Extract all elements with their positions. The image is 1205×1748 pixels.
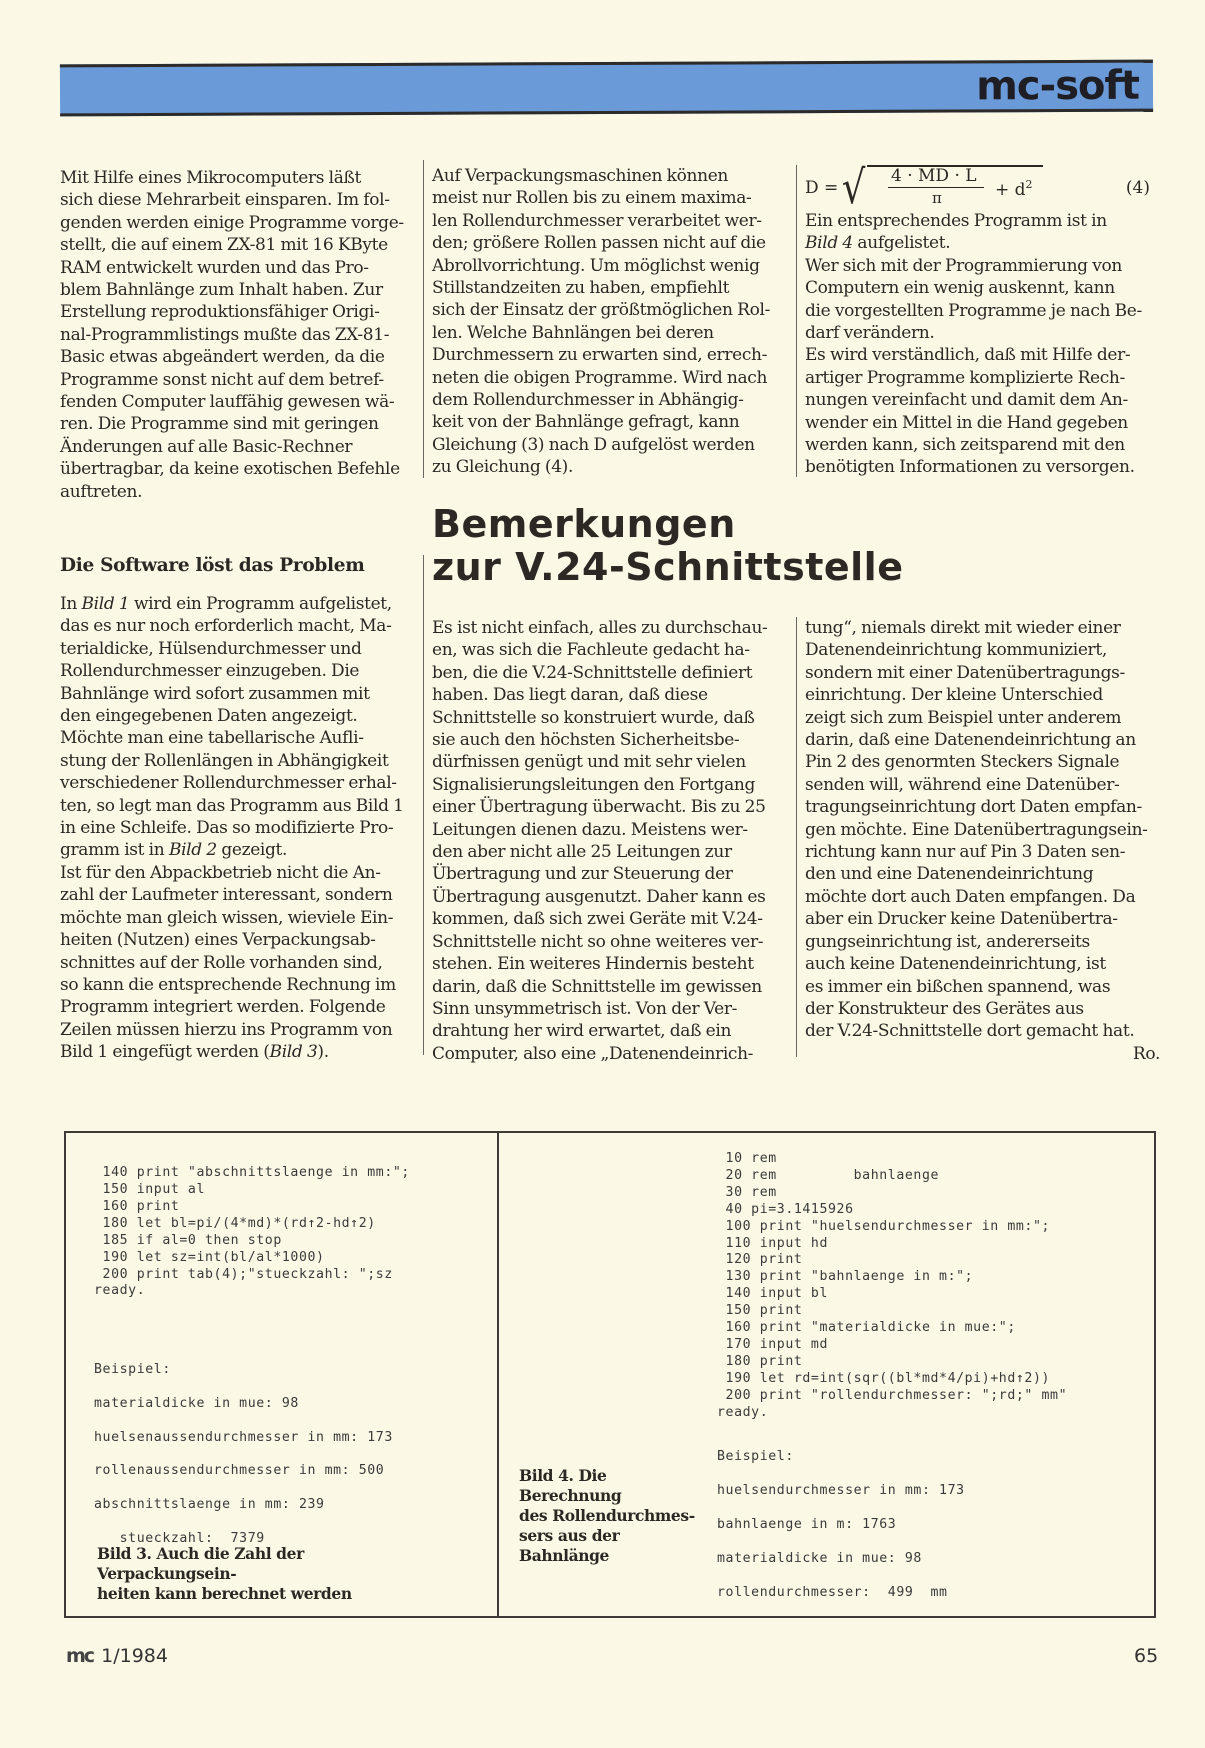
text-line: kommen, daß sich zwei Geräte mit V.24- (432, 909, 763, 930)
text-line: Datenendeinrichtung kommuniziert, (805, 640, 1107, 661)
text-line: Bild 4 aufgelistet. (805, 233, 951, 254)
text-line: übertragbar, da keine exotischen Befehle (60, 459, 400, 480)
code-line: 200 print "rollendurchmesser: ";rd;" mm" (717, 1387, 1068, 1403)
text-line: darin, daß eine Datenendeinrichtung an (805, 730, 1136, 751)
text-line: ten, so legt man das Programm aus Bild 1 (60, 795, 404, 816)
text-line: blem Bahnlänge zum Inhalt haben. Zur (60, 280, 383, 301)
intro-column-2 (432, 165, 787, 479)
code-line: materialdicke in mue: 98 (717, 1551, 922, 1566)
fraction-bar (888, 187, 984, 188)
text-line: Auf Verpackungsmaschinen können (432, 166, 729, 186)
text-line: terialdicke, Hülsendurchmesser und (60, 638, 362, 659)
text-line: Übertragung ausgenutzt. Daher kann es (432, 886, 766, 907)
article-title (432, 503, 903, 589)
text-line: Leitungen dienen dazu. Meistens wer- (432, 819, 748, 840)
text-line: dürfnissen genügt und mit sehr vielen (432, 752, 746, 773)
text-line: Es ist nicht einfach, alles zu durchschau- (432, 618, 768, 638)
text-line: dem Rollendurchmesser in Abhängig- (432, 390, 744, 411)
column-rule (423, 555, 424, 1055)
text-line: sich diese Mehrarbeit einsparen. Im fol- (60, 190, 390, 211)
text-line: es immer ein bißchen spannend, was (805, 976, 1111, 997)
text-line: stung der Rollenlängen in Abhängigkeit (60, 750, 389, 771)
equation-denominator: π (932, 189, 942, 207)
bild3-code-listing (94, 1164, 410, 1283)
text-line: Gleichung (3) nach D aufgelöst werden (432, 434, 755, 455)
text-line: Rollendurchmesser einzugeben. Die (60, 661, 360, 682)
text-line: Bahnlänge wird sofort zusammen mit (60, 683, 370, 704)
intro-column-1 (60, 167, 420, 503)
text-line: fenden Computer lauffähig gewesen wä- (60, 392, 395, 413)
section-subheading: Die Software löst das Problem (60, 555, 365, 576)
text-line: der V.24-Schnittstelle dort gemacht hat. (805, 1021, 1135, 1042)
text-line: Schnittstelle nicht so ohne weiteres ver- (432, 931, 764, 952)
text-line: Programm integriert werden. Folgende (60, 997, 386, 1018)
code-line: ready. (717, 1404, 769, 1420)
text-line: das es nur noch erforderlich macht, Ma- (60, 616, 392, 637)
text-line: Abrollvorrichtung. Um möglichst wenig (432, 255, 760, 276)
article-title-line-1: Bemerkungen (432, 502, 736, 546)
text-line: darin, daß die Schnittstelle im gewissen (432, 976, 762, 997)
text-line: Pin 2 des genormten Steckers Signale (805, 752, 1120, 773)
code-line: huelsenaussendurchmesser in mm: 173 (94, 1429, 393, 1445)
bild3-caption: Bild 3. Auch die Zahl der Verpackungsein- heiten kann berechnet werden (97, 1544, 352, 1603)
column-rule (796, 617, 797, 1057)
text-line: tragungseinrichtung dort Daten empfan- (805, 797, 1142, 818)
text-line: Wer sich mit der Programmierung von (805, 255, 1123, 276)
text-line: so kann die entsprechende Rechnung im (60, 974, 396, 995)
text-line: Mit Hilfe eines Mikrocomputers läßt (60, 168, 362, 188)
code-line: rollendurchmesser: 499 mm (717, 1585, 948, 1600)
text-line: Ein entsprechendes Programm ist in (805, 211, 1107, 231)
text-line: sich der Einsatz der größtmöglichen Rol- (432, 300, 770, 321)
text-line: Sinn unsymmetrisch ist. Von der Ver- (432, 998, 738, 1019)
text-line: in eine Schleife. Das so modifizierte Pro- (60, 818, 394, 839)
mc-logo: mc (66, 1645, 94, 1667)
text-line: einrichtung. Der kleine Unterschied (805, 685, 1103, 706)
text-line: sie auch den höchsten Sicherheitsbe- (432, 730, 740, 751)
bild4-caption: Bild 4. Die Berechnung des Rollendurchmes- sers aus der Bahnlänge (519, 1466, 695, 1565)
code-line: 190 let rd=int(sqr((bl*md*4/pi)+hd↑2)) (717, 1370, 1051, 1386)
text-line: nal-Programmlistings mußte das ZX-81- (60, 324, 390, 345)
text-line: den; größere Rollen passen nicht auf die (432, 233, 766, 254)
text-line: den eingegebenen Daten angezeigt. (60, 706, 358, 727)
software-column (60, 593, 420, 1064)
text-line: genden werden einige Programme vorge- (60, 212, 404, 233)
text-line: der Konstrukteur des Gerätes aus (805, 998, 1084, 1019)
text-line: die vorgestellten Programme je nach Be- (805, 300, 1142, 321)
text-line: sondern mit einer Datenübertragungs- (805, 662, 1125, 683)
text-line: einer Übertragung überwacht. Bis zu 25 (432, 797, 766, 818)
text-line: Übertragung und zur Steuerung der (432, 864, 733, 885)
issue-number: 1/1984 (101, 1645, 168, 1667)
column-rule (423, 160, 424, 478)
text-line: ben, die die V.24-Schnittstelle definiert (432, 662, 753, 683)
code-line: stueckzahl: 7379 (94, 1530, 265, 1546)
text-line: RAM entwickelt wurden und das Pro- (60, 257, 369, 278)
bild4-code-listing (717, 1151, 1067, 1422)
article-title-line-2: zur V.24-Schnittstelle (432, 545, 904, 589)
text-line: auch keine Datenendeinrichtung, ist (805, 954, 1106, 975)
listings-divider (497, 1131, 499, 1618)
bild3-example-output (94, 1353, 393, 1556)
text-line: möchte dort auch Daten empfangen. Da (805, 886, 1136, 907)
text-line: Es wird verständlich, daß mit Hilfe der- (805, 345, 1131, 366)
text-line: ren. Die Programme sind mit geringen (60, 414, 379, 435)
code-line: 140 input bl (717, 1286, 829, 1302)
text-line: gramm ist in Bild 2 gezeigt. (60, 840, 288, 861)
text-line: Erstellung reproduktionsfähiger Origi- (60, 302, 380, 323)
code-line: 100 print "huelsendurchmesser in mm:"; (717, 1218, 1051, 1234)
text-line: benötigten Informationen zu versorgen. (805, 457, 1135, 478)
code-line: 190 let sz=int(bl/al*1000) (94, 1250, 325, 1265)
text-line: gen möchte. Eine Datenübertragungsein- (805, 819, 1148, 840)
text-line: schnittes auf der Rolle vorhanden sind, (60, 952, 383, 973)
code-line: 110 input hd (717, 1235, 829, 1251)
text-line: Schnittstelle so konstruiert wurde, daß (432, 707, 755, 728)
code-line: abschnittslaenge in mm: 239 (94, 1497, 325, 1513)
text-line: zeigt sich zum Beispiel unter anderem (805, 707, 1122, 728)
code-line: 20 rem bahnlaenge (717, 1167, 940, 1183)
text-line: wender ein Mittel in die Hand gegeben (805, 412, 1128, 433)
text-line: artiger Programme komplizierte Rech- (805, 367, 1125, 388)
code-line: 120 print (717, 1252, 803, 1268)
code-line: 160 print "materialdicke in mue:"; (717, 1320, 1016, 1336)
code-line: 30 rem (717, 1184, 777, 1200)
page-number: 65 (1134, 1645, 1159, 1667)
code-line: 140 print "abschnittslaenge in mm:"; (94, 1165, 410, 1180)
text-line: werden kann, sich zeitsparend mit den (805, 435, 1125, 456)
code-line: 180 let bl=pi/(4*md)*(rd↑2-hd↑2) (94, 1216, 376, 1231)
text-line: möchte man gleich wissen, wieviele Ein- (60, 907, 394, 928)
sqrt-sign: √ (841, 160, 866, 214)
text-line: richtung kann nur auf Pin 3 Daten sen- (805, 842, 1126, 863)
code-line: 170 input md (717, 1336, 829, 1352)
text-line: Computer, also eine „Datenendeinrich- (432, 1043, 754, 1064)
section-label: mc-soft (976, 62, 1140, 110)
code-line: materialdicke in mue: 98 (94, 1395, 299, 1411)
text-line: meist nur Rollen bis zu einem maxima- (432, 188, 752, 209)
text-line: Änderungen auf alle Basic-Rechner (60, 436, 353, 457)
text-line: den und eine Datenendeinrichtung (805, 864, 1094, 885)
text-line: heiten (Nutzen) eines Verpackungsab- (60, 930, 376, 951)
code-line: 10 rem (717, 1151, 777, 1166)
text-line: Basic etwas abgeändert werden, da die (60, 347, 385, 368)
equation-numerator: 4 · MD · L (891, 166, 977, 186)
text-line: Zeilen müssen hierzu ins Programm von (60, 1019, 393, 1040)
code-line: 40 pi=3.1415926 (717, 1201, 854, 1217)
bild3-ready-prompt: ready. (94, 1283, 146, 1298)
text-line: gungseinrichtung ist, andererseits (805, 931, 1090, 952)
code-line: 150 input al (94, 1182, 206, 1197)
code-line: 180 print (717, 1353, 803, 1369)
text-line: Bild 1 eingefügt werden (Bild 3). (60, 1042, 329, 1063)
code-line: 200 print tab(4);"stueckzahl: ";sz (94, 1267, 393, 1282)
column-rule (796, 165, 797, 477)
text-line: len. Welche Bahnlängen bei deren (432, 322, 714, 343)
text-line: drahtung her wird erwartet, daß ein (432, 1021, 732, 1042)
text-line: den aber nicht alle 25 Leitungen zur (432, 842, 732, 863)
text-line: In Bild 1 wird ein Programm aufgelistet, (60, 594, 392, 614)
code-line: 130 print "bahnlaenge in m:"; (717, 1269, 974, 1285)
text-line: senden will, während eine Datenüber- (805, 774, 1120, 795)
text-line: len Rollendurchmesser verarbeitet wer- (432, 210, 762, 231)
code-line: Beispiel: (94, 1362, 171, 1377)
equation-plus-term: + $d^2$ (995, 178, 1033, 200)
code-line: 185 if al=0 then stop (94, 1233, 282, 1248)
intro-column-3 (805, 210, 1155, 479)
code-line: Beispiel: (717, 1449, 794, 1464)
text-line: nungen vereinfacht und damit dem An- (805, 390, 1128, 411)
text-line: stehen. Ein weiteres Hindernis besteht (432, 954, 754, 975)
v24-column-2 (805, 617, 1160, 1065)
section-header-band (60, 60, 1153, 117)
code-line: huelsendurchmesser in mm: 173 (717, 1483, 965, 1498)
text-line: Ist für den Abpackbetrieb nicht die An- (60, 862, 381, 883)
text-line: verschiedener Rollendurchmesser erhal- (60, 773, 397, 794)
text-line: darf verändern. (805, 323, 935, 344)
text-line: stellt, die auf einem ZX-81 mit 16 KByte (60, 235, 388, 256)
code-line: 160 print (94, 1199, 180, 1214)
text-line: Signalisierungsleitungen den Fortgang (432, 774, 755, 795)
text-line: Möchte man eine tabellarische Aufli- (60, 728, 364, 749)
text-line: en, was sich die Fachleute gedacht ha- (432, 640, 750, 661)
text-line: aber ein Drucker keine Datenübertra- (805, 909, 1118, 930)
v24-column-1 (432, 617, 787, 1065)
text-line: zu Gleichung (4). (432, 457, 574, 478)
text-line: Computern ein wenig auskennt, kann (805, 278, 1115, 299)
text-line: haben. Das liegt daran, daß diese (432, 685, 708, 706)
text-line: auftreten. (60, 481, 143, 502)
bild4-example-output (717, 1440, 965, 1610)
code-line: 150 print (717, 1303, 803, 1319)
equation-lhs: D = (805, 178, 839, 198)
author-signature: Ro. (1132, 1043, 1160, 1064)
text-line: tung“, niemals direkt mit wieder einer (805, 618, 1121, 638)
text-line: Stillstandzeiten zu haben, empfiehlt (432, 278, 730, 299)
text-line: keit von der Bahnlänge gefragt, kann (432, 412, 740, 433)
text-line: zahl der Laufmeter interessant, sondern (60, 885, 393, 906)
code-line: rollenaussendurchmesser in mm: 500 (94, 1463, 385, 1479)
equation-4 (805, 160, 1150, 214)
code-line: bahnlaenge in m: 1763 (717, 1517, 897, 1532)
text-line: Durchmessern zu erwarten sind, errech- (432, 345, 767, 366)
equation-number: (4) (1125, 178, 1150, 198)
footer-issue (66, 1645, 168, 1667)
text-line: Programme sonst nicht auf dem betref- (60, 369, 384, 390)
text-line: neten die obigen Programme. Wird nach (432, 367, 768, 388)
